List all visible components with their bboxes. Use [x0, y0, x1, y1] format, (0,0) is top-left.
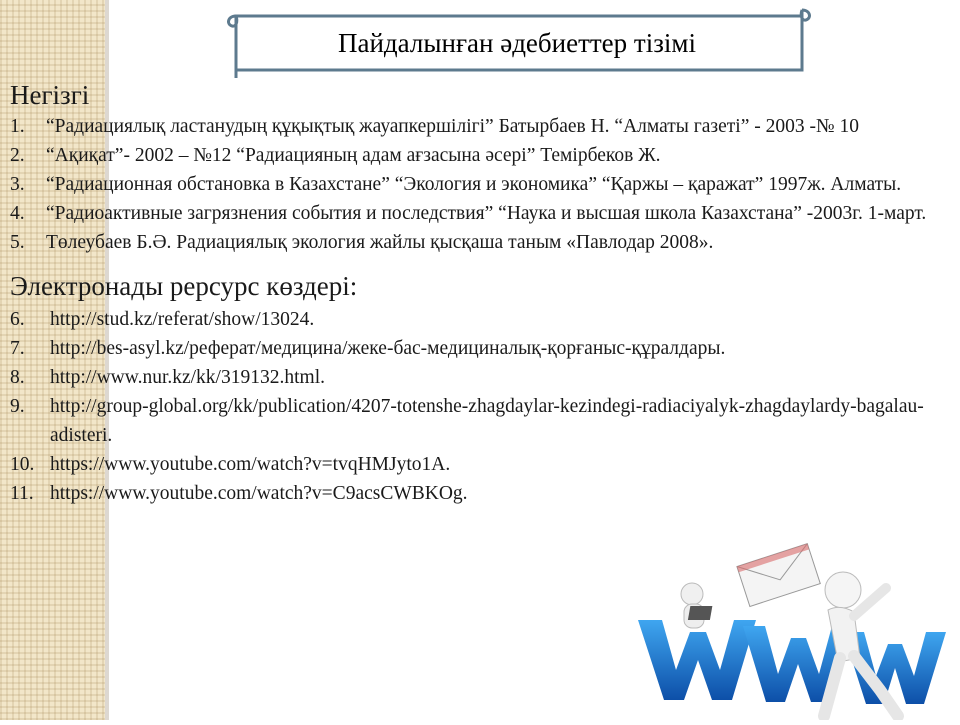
- list-item: [10, 363, 950, 392]
- list-item: [10, 199, 950, 228]
- list-item: [10, 392, 950, 450]
- list-item-number: 4.: [10, 203, 25, 224]
- reference-link[interactable]: https://www.youtube.com/watch?v=tvqHMJyto1A.: [50, 454, 451, 475]
- list-item-text: “Ақиқат”- 2002 – №12 “Радиацияның адам ағзасына әсері” Темірбеков Ж.: [46, 145, 661, 166]
- www-letters-graphic: [628, 540, 960, 720]
- list-item-text: “Радиационная обстановка в Казахстане” “Экология и экономика” “Қаржы – қаражат” 1997ж. Алматы.: [46, 174, 902, 195]
- reference-link[interactable]: https://www.youtube.com/watch?v=C9acsCWBKOg.: [50, 483, 468, 504]
- list-item-number: 1.: [10, 116, 25, 137]
- page-title: Пайдалынған әдебиеттер тізімі: [338, 28, 696, 58]
- list-item-number: 11.: [10, 483, 34, 504]
- list-item-number: 2.: [10, 145, 25, 166]
- list-item-number: 3.: [10, 174, 25, 195]
- section-heading-electronic: Электронады рерсурс көздері:: [10, 271, 358, 301]
- title-banner: [222, 6, 812, 78]
- list-item-number: 5.: [10, 232, 25, 253]
- list-item: [10, 170, 950, 199]
- list-item-text: “Радиациялық ластанудың құқықтық жауапкершілігі” Батырбаев Н. “Алматы газеті” - 2003 -№ 10: [46, 116, 859, 137]
- reference-link[interactable]: http://bes-asyl.kz/реферат/медицина/жеке-бас-медициналық-қорғаныс-құралдары.: [50, 338, 726, 359]
- list-item: [10, 305, 950, 334]
- list-item: [10, 450, 950, 479]
- list-item: [10, 334, 950, 363]
- list-item: [10, 141, 950, 170]
- list-item-number: 7.: [10, 338, 25, 359]
- list-item: [10, 228, 950, 257]
- list-item-number: 9.: [10, 396, 25, 417]
- list-item-number: 10.: [10, 454, 35, 475]
- list-item-text: “Радиоактивные загрязнения события и последствия” “Наука и высшая школа Казахстана” -2003г. 1-март.: [46, 203, 927, 224]
- reference-link[interactable]: http://stud.kz/referat/show/13024.: [50, 309, 315, 330]
- list-item-number: 8.: [10, 367, 25, 388]
- references-content: [10, 80, 950, 508]
- list-item: [10, 479, 950, 508]
- section-heading-main: Негізгі: [10, 80, 90, 110]
- list-item-number: 6.: [10, 309, 25, 330]
- list-item: [10, 112, 950, 141]
- reference-link[interactable]: http://group-global.org/kk/publication/4207-totenshe-zhagdaylar-kezindegi-radiaciyalyk-zhagdaylardy-bagalau-adisteri.: [50, 396, 924, 446]
- reference-link[interactable]: http://www.nur.kz/kk/319132.html.: [50, 367, 325, 388]
- list-item-text: Төлеубаев Б.Ә. Радиациялық экология жайлы қысқаша таным «Павлодар 2008».: [46, 232, 714, 253]
- www-illustration: [628, 540, 960, 720]
